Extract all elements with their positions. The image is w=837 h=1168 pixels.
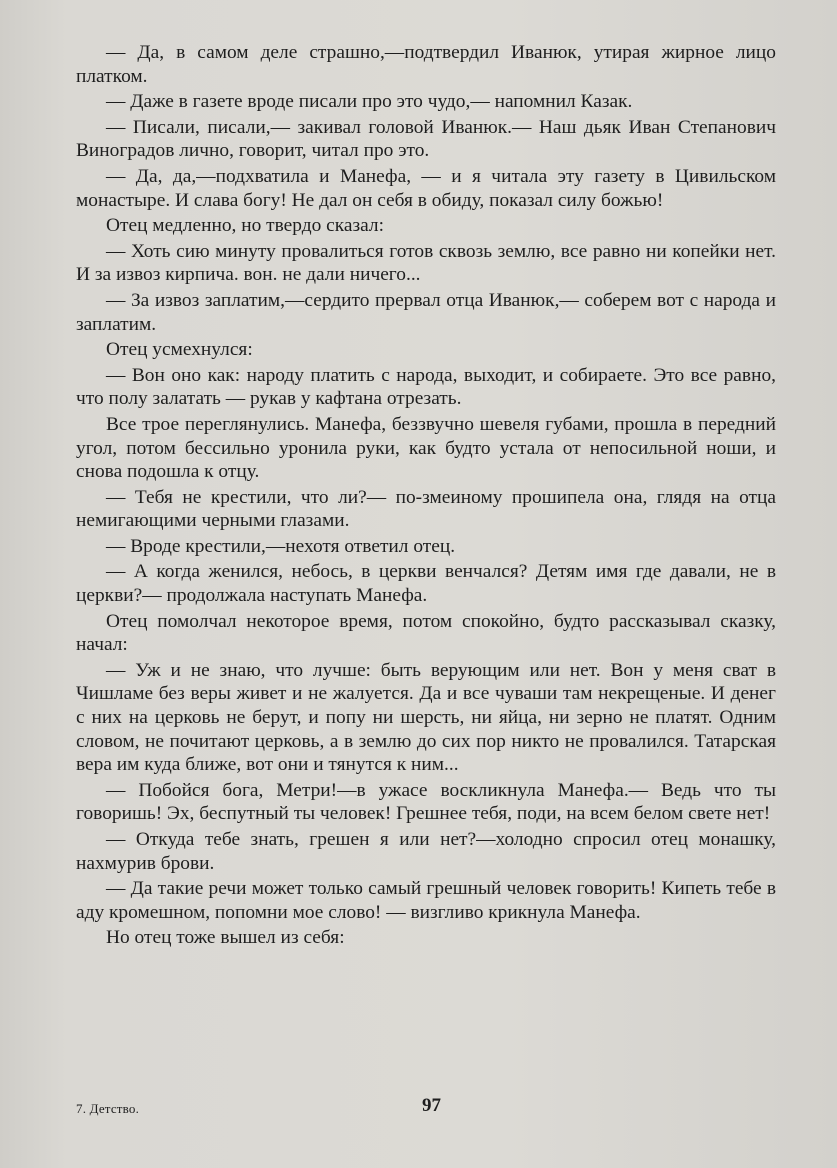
paragraph: Отец медленно, но твердо сказал: bbox=[106, 215, 384, 237]
paragraph: — За извоз заплатим,—сердито прервал отца Иванюк,— соберем вот с народа и заплатим. bbox=[76, 289, 776, 335]
body-text bbox=[76, 41, 776, 952]
paragraph: — Писали, писали,— закивал головой Иванюк.— Наш дьяк Иван Степанович Виноградов лично, говорит, читал про это. bbox=[76, 116, 776, 162]
paragraph: — Да такие речи может только самый грешный человек говорить! Кипеть тебе в аду кромешном, попомни мое слово! — визгливо крикнула Манефа. bbox=[76, 878, 776, 923]
paragraph: Все трое переглянулись. Манефа, беззвучно шевеля губами, прошла в передний угол, потом бессильно уронила руки, как будто устала от непосильной ноши, и снова подошла к отцу. bbox=[76, 413, 776, 483]
paragraph: — Побойся бога, Метри!—в ужасе воскликнула Манефа.— Ведь что ты говоришь! Эх, беспутный ты человек! Грешнее тебя, поди, на всем белом свете нет! bbox=[76, 779, 776, 825]
paragraph: — Вроде крестили,—нехотя ответил отец. bbox=[106, 535, 456, 557]
paragraph: Отец усмехнулся: bbox=[106, 339, 253, 361]
printer-signature: 7. Детство. bbox=[76, 1101, 140, 1116]
paragraph: — Вон оно как: народу платить с народа, выходит, и собираете. Это все равно, что полу залатать — рукав у кафтана отрезать. bbox=[76, 364, 776, 410]
paragraph: — Уж и не знаю, что лучше: быть верующим или нет. Вон у меня сват в Чишламе без веры живет и не жалуется. Да и все чуваши там некрещеные. И денег с них на церковь не берут, и попу ни шерсть, ни яйца, ни зерно не платят. Одним словом, не почитают церковь, а в землю до сих пор никто не провалился. Татарская вера им куда ближе, вот они и тянутся к ним... bbox=[76, 659, 776, 776]
paragraph: — А когда женился, небось, в церкви венчался? Детям имя где давали, не в церкви?— продолжала наступать Манефа. bbox=[76, 561, 776, 607]
paragraph: Но отец тоже вышел из себя: bbox=[106, 927, 345, 949]
paragraph: — Да, в самом деле страшно,—подтвердил Иванюк, утирая жирное лицо платком. bbox=[76, 42, 776, 87]
paragraph: — Даже в газете вроде писали про это чудо,— напомнил Казак. bbox=[106, 91, 633, 113]
page-footer bbox=[76, 1095, 776, 1119]
paragraph: — Да, да,—подхватила и Манефа, — и я читала эту газету в Цивильском монастыре. И слава богу! Не дал он себя в обиду, показал силу божью! bbox=[76, 165, 776, 211]
paragraph: — Откуда тебе знать, грешен я или нет?—холодно спросил отец монашку, нахмурив брови. bbox=[76, 829, 776, 874]
paragraph: — Тебя не крестили, что ли?— по-змеиному прошипела она, глядя на отца немигающими черными глазами. bbox=[76, 486, 776, 532]
page-number: 97 bbox=[422, 1095, 441, 1116]
paragraph: Отец помолчал некоторое время, потом спокойно, будто рассказывал сказку, начал: bbox=[76, 610, 776, 656]
paragraph: — Хоть сию минуту провалиться готов сквозь землю, все равно ни копейки нет. И за извоз кирпича. вон. не дали ничего... bbox=[76, 240, 776, 286]
